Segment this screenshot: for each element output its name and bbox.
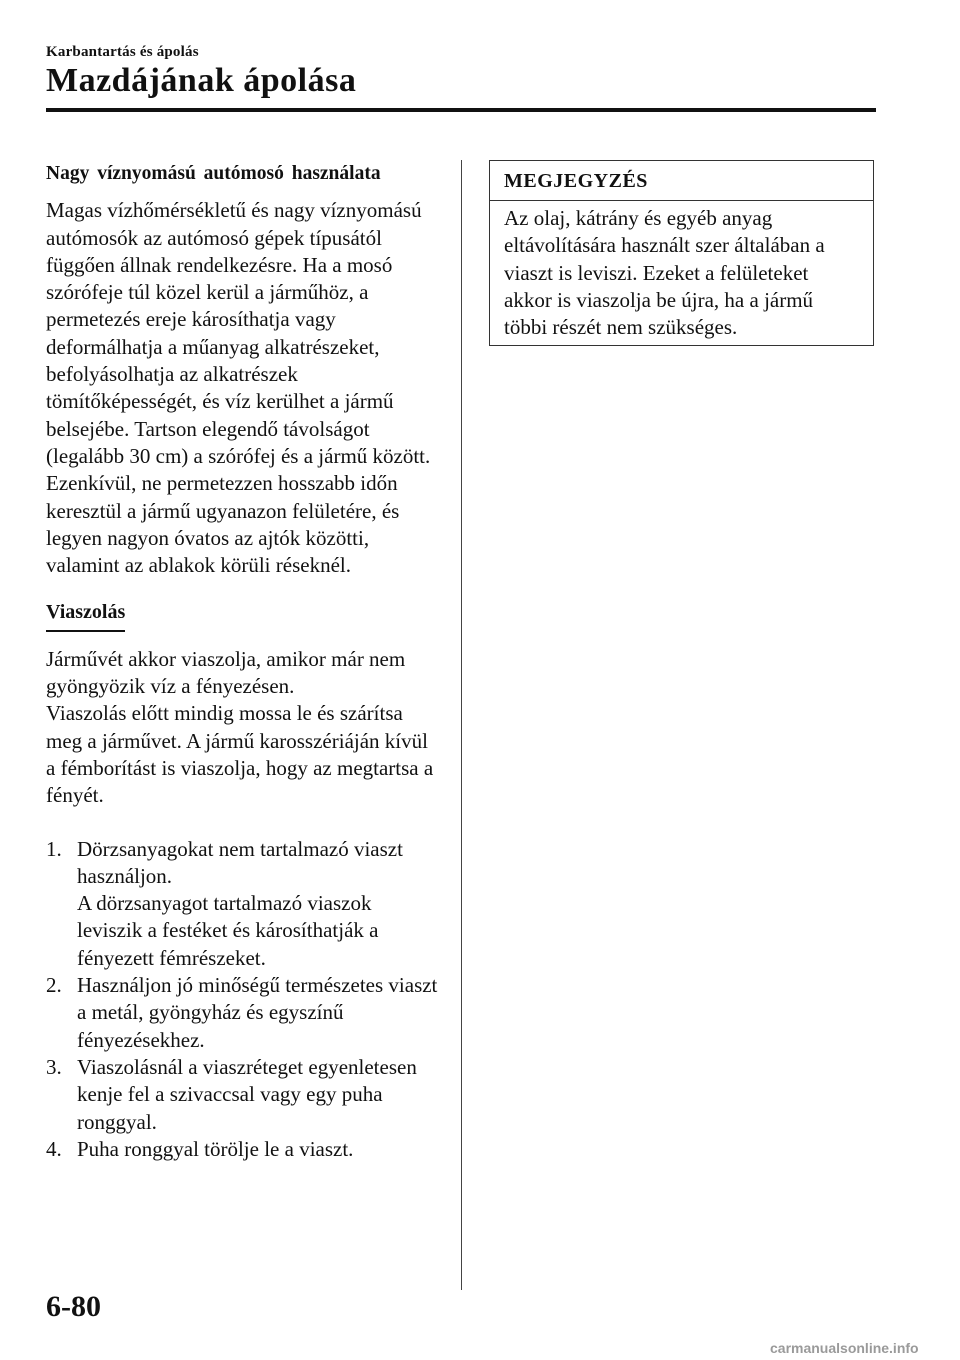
note-text: Az olaj, kátrány és egyéb anyag eltávolítására használt szer általában a viaszt is leviszi. Ezeket a felületeket akkor is viaszolja be újra, ha a jármű többi részét nem szükséges. [504, 206, 825, 340]
list-item [46, 1136, 438, 1163]
paragraph-waxing-before: Viaszolás előtt mindig mossa le és szárítsa meg a járművet. A jármű karosszériáján kívül a fémborítást is viaszolja, hogy az megtartsa a fényét. [46, 701, 434, 808]
column-divider [461, 160, 462, 1290]
list-item-number: 3. [46, 1054, 62, 1079]
list-item-text: Puha ronggyal törölje le a viaszt. [77, 1136, 354, 1161]
note-heading: MEGJEGYZÉS [490, 161, 873, 201]
list-item [46, 1054, 438, 1136]
list-item-subtext: A dörzsanyagot tartalmazó viaszok leviszik a festéket és károsíthatják a fényezett fémrészeket. [77, 891, 379, 970]
list-item [46, 836, 438, 972]
left-column [46, 160, 438, 1163]
section-label: Karbantartás és ápolás [46, 44, 199, 60]
list-item-text: Viaszolásnál a viaszréteget egyenletesen kenje fel a szivaccsal vagy egy puha ronggyal. [77, 1054, 417, 1134]
watermark: carmanualsonline.info [770, 1340, 919, 1356]
list-item-number: 4. [46, 1136, 62, 1161]
spacer [46, 810, 438, 836]
list-item-number: 1. [46, 836, 62, 861]
page-number: 6-80 [46, 1290, 101, 1323]
note-box [489, 160, 874, 346]
page-title: Mazdájának ápolása [46, 62, 357, 99]
paragraph-high-pressure-wash: Magas vízhőmérsékletű és nagy víznyomású autómosók az autómosó gépek típusától függően állnak rendelkezésre. Ha a mosó szórófeje túl közel kerül a járműhöz, a permetezés ereje károsíthatja vagy deformálhatja a műanyag alkatrészeket, befolyásolhatja az alkatrészek tömítőképességét, és víz kerülhet a jármű belsejébe. Tartson elegendő távolságot (legalább 30 cm) a szórófej és a jármű között. Ezenkívül, ne permetezzen hosszabb időn keresztül a jármű ugyanazon felületére, és legyen nagyon óvatos az ajtók közötti, valamint az ablakok körüli réseknél. [46, 198, 431, 578]
list-item-text: Használjon jó minőségű természetes viaszt a metál, gyöngyház és egyszínű fényezésekhez. [77, 973, 438, 1052]
heading-waxing: Viaszolás [46, 599, 125, 631]
list-item [46, 972, 438, 1054]
title-rule [46, 108, 876, 112]
paragraph-waxing-when: Járművét akkor viaszolja, amikor már nem gyöngyözik víz a fényezésen. [46, 646, 406, 699]
list-item-text: Dörzsanyagokat nem tartalmazó viaszt használjon. [77, 836, 403, 888]
subheading-high-pressure-wash: Nagy víznyomású autómosó használata [46, 163, 381, 184]
list-item-number: 2. [46, 973, 62, 998]
